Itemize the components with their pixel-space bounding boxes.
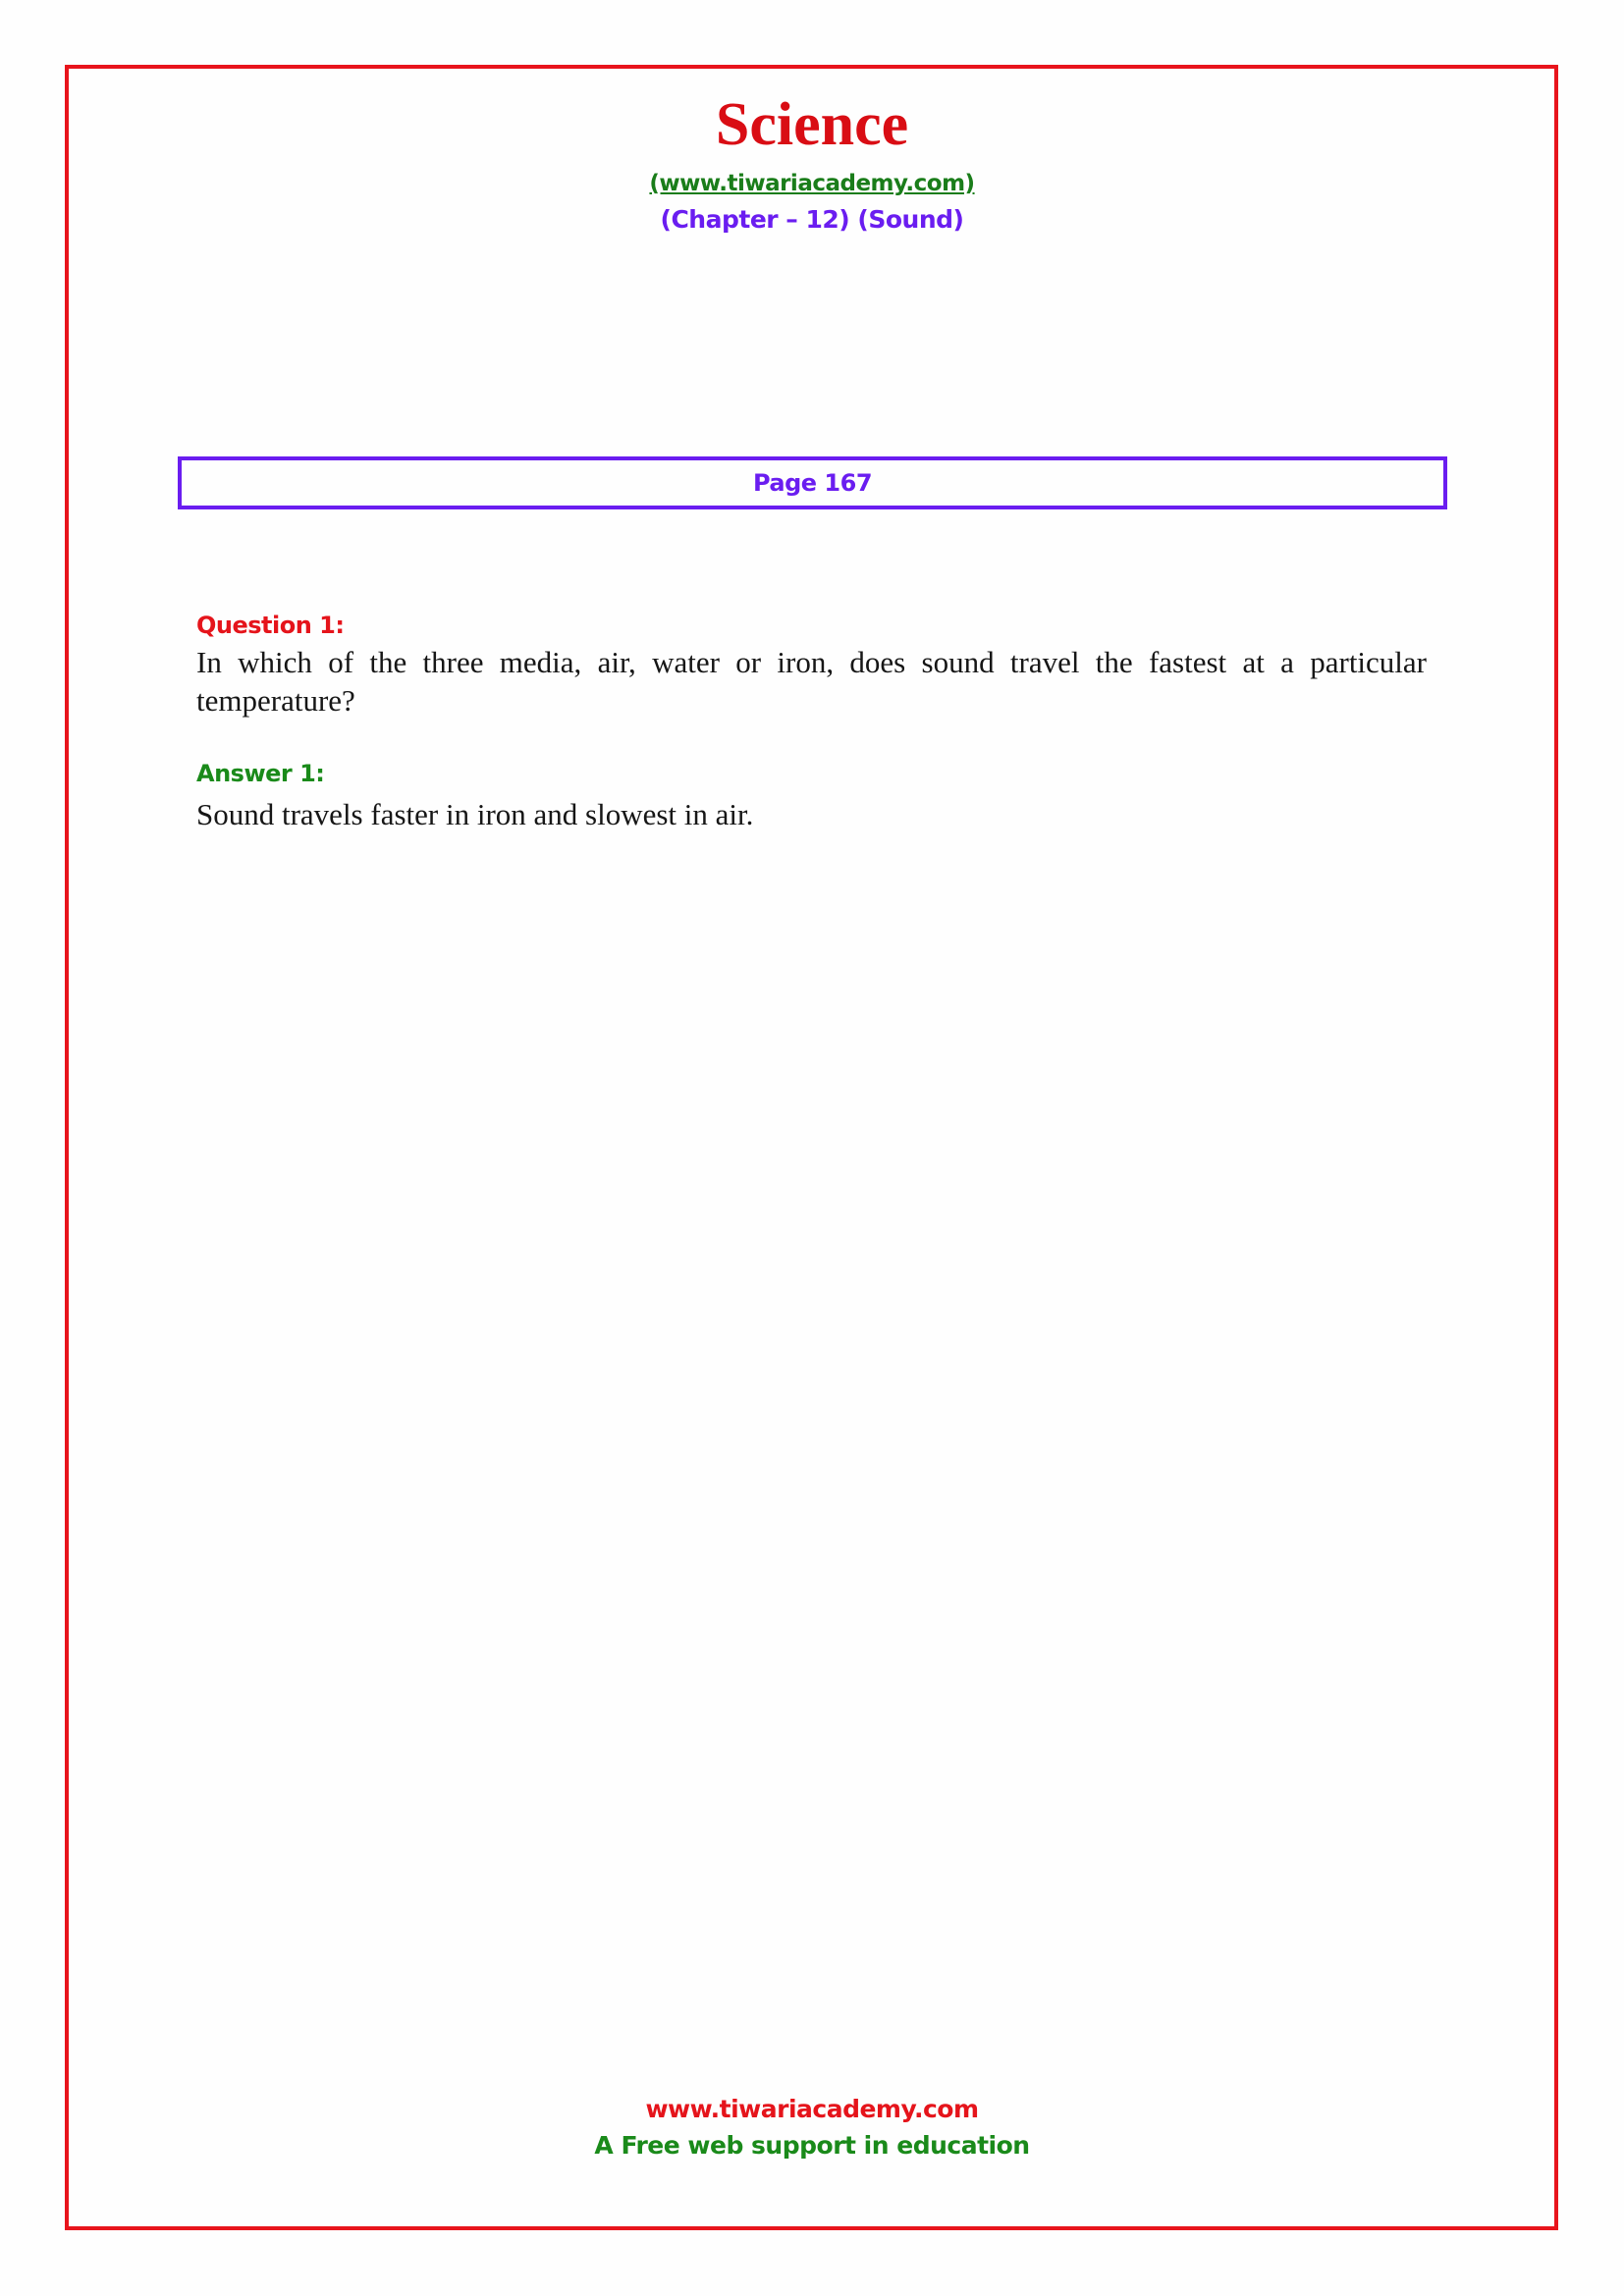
answer-text: Sound travels faster in iron and slowest in air. [196,797,754,831]
document-title: Science [715,91,909,158]
question-text: In which of the three media, air, water or iron, does sound travel the fastest at a particular temperature? [196,645,1427,718]
chapter-heading: (Chapter – 12) (Sound) [660,205,964,234]
website-link[interactable]: (www.tiwariacademy.com) [649,171,975,196]
page-number-box [178,456,1447,509]
footer-website-link[interactable]: www.tiwariacademy.com [645,2095,979,2123]
answer-label: Answer 1: [196,760,325,787]
question-label: Question 1: [196,612,345,639]
footer-tagline: A Free web support in education [594,2131,1030,2160]
page-border [65,65,1558,2230]
page-number-label: Page 167 [752,469,873,497]
